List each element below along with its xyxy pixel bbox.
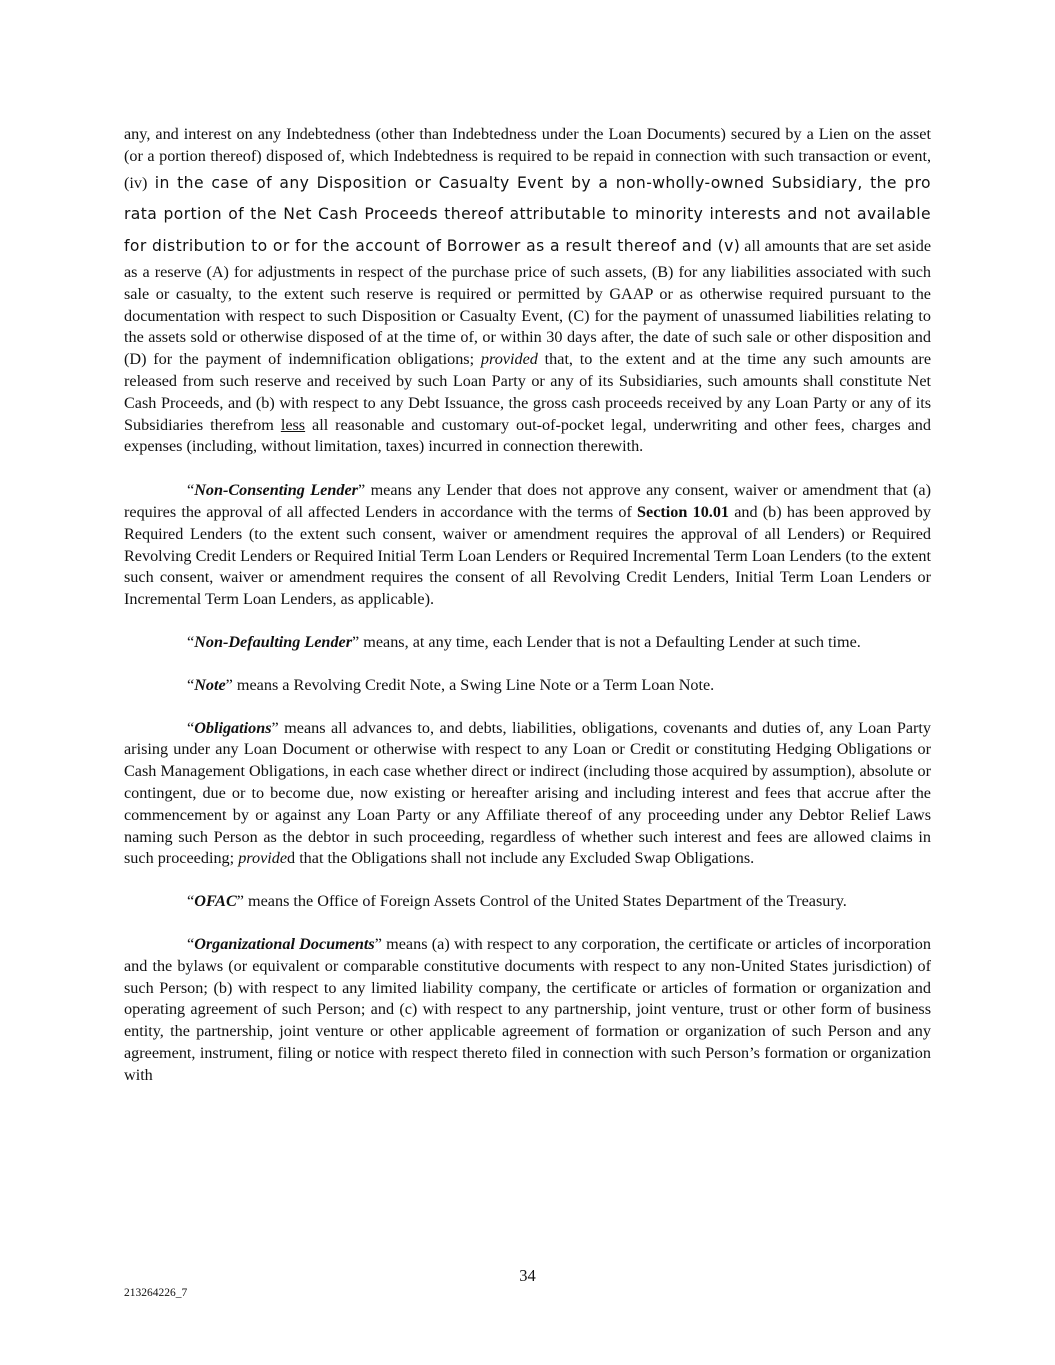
definition-text: ” means (a) with respect to any corporation, the certificate or articles of incorporation and the bylaws (or equivalent or comparable constitutive documents with respect to any non-United States jurisdiction) of such Person; (b) with respect to any limited liability company, the certificate or articles of formation or organization and operating agreement of such Person; and (c) with respect to any partnership, joint venture, trust or other form of business entity, the partnership, joint venture or other applicable agreement of formation or organization of such Person and any agreement, instrument, filing or notice with respect thereto filed in connection with such Person’s formation or organization with <box>124 935 931 1084</box>
document-page <box>124 124 931 1108</box>
text-run: all reasonable and customary out-of-pocket legal, underwriting and other fees, charges and expenses (including, without limitation, taxes) incurred in connection therewith. <box>124 415 931 456</box>
text-run: that, to the extent and at the time any such amounts are released from such reserve and received by such Loan Party or any of its Subsidiaries, such amounts shall constitute Net Cash Proceeds, and (b) with respect to any Debt Issuance, the gross cash proceeds received by any Loan Party or any of its Subsidiaries therefrom <box>124 350 931 434</box>
definition-text: ” means the Office of Foreign Assets Control of the United States Department of the Treasury. <box>236 892 847 911</box>
definition-non-consenting-lender <box>124 480 931 611</box>
definition-text: d that the Obligations shall not include any Excluded Swap Obligations. <box>287 849 755 868</box>
text-run-sans: in the case of any Disposition or Casualty Event by a non-wholly-owned Subsidiary, the pro rata portion of the Net Cash Proceeds thereof attributable to minority interests and not available for distribution to or for the account of Borrower as a result thereof and (v) <box>124 173 931 255</box>
definition-text: ” means, at any time, each Lender that is not a Defaulting Lender at such time. <box>352 633 861 652</box>
defined-term: Note <box>194 675 226 694</box>
defined-term: OFAC <box>194 892 237 911</box>
open-quote: “ <box>187 633 195 652</box>
definition-text: ” means a Revolving Credit Note, a Swing Line Note or a Term Loan Note. <box>225 675 715 694</box>
document-id: 213264226_7 <box>124 1287 188 1299</box>
open-quote: “ <box>187 718 195 737</box>
provided-italic: provided <box>480 350 538 369</box>
defined-term: Non-Defaulting Lender <box>194 633 353 652</box>
section-reference: Section 10.01 <box>637 503 730 522</box>
definition-organizational-documents <box>124 934 931 1087</box>
less-underlined: less <box>280 415 306 434</box>
defined-term: Obligations <box>194 718 272 737</box>
defined-term: Non-Consenting Lender <box>194 481 358 500</box>
open-quote: “ <box>187 675 195 694</box>
definition-ofac <box>124 891 931 913</box>
continuation-paragraph <box>124 124 931 458</box>
definition-text: ” means any Lender that does not approve any consent, waiver or amendment that (a) requires the approval of all affected Lenders in accordance with the terms of <box>124 481 931 522</box>
definition-non-defaulting-lender <box>124 632 931 654</box>
text-run: all amounts that are set aside as a reserve (A) for adjustments in respect of the purchase price of such assets, (B) for any liabilities associated with such sale or casualty, to the extent such reserve is required or permitted by GAAP or as otherwise required pursuant to the documentation with respect to such Disposition or Casualty Event, (C) for the payment of unassumed liabilities relating to the assets sold or otherwise disposed of at the time of, or within 30 days after, the date of such sale or other disposition and (D) for the payment of indemnification obligations; <box>124 236 932 369</box>
page-number: 34 <box>519 1266 536 1285</box>
provide-italic: provide <box>238 849 288 868</box>
definition-obligations <box>124 718 931 871</box>
definition-text: ” means all advances to, and debts, liabilities, obligations, covenants and duties of, any Loan Party arising under any Loan Document or otherwise with respect to any Loan or Credit or constituting Hedging Obligations or Cash Management Obligations, in each case whether direct or indirect (including those acquired by assumption), absolute or contingent, due or to become due, now existing or hereafter arising and including interest and fees that accrue after the commencement by or against any Loan Party or any Affiliate thereof of any proceeding under any Debtor Relief Laws naming such Person as the debtor in such proceeding, regardless of whether such interest and fees are allowed claims in such proceeding; <box>124 718 931 868</box>
definition-note <box>124 675 931 697</box>
text-run: any, and interest on any Indebtedness (other than Indebtedness under the Loan Documents) secured by a Lien on the asset (or a portion thereof) disposed of, which Indebtedness is required to be repaid in connection with such transaction or event, (iv) <box>124 125 931 192</box>
definition-text: and (b) has been approved by Required Lenders (to the extent such consent, waiver or amendment requires the approval of all Lenders) or Required Revolving Credit Lenders or Required Initial Term Loan Lenders or Required Incremental Term Loan Lenders (to the extent such consent, waiver or amendment requires the consent of all Revolving Credit Lenders, Initial Term Loan Lenders or Incremental Term Loan Lenders, as applicable). <box>124 503 931 609</box>
open-quote: “ <box>187 935 195 954</box>
open-quote: “ <box>187 481 195 500</box>
open-quote: “ <box>187 892 195 911</box>
defined-term: Organizational Documents <box>194 935 375 954</box>
